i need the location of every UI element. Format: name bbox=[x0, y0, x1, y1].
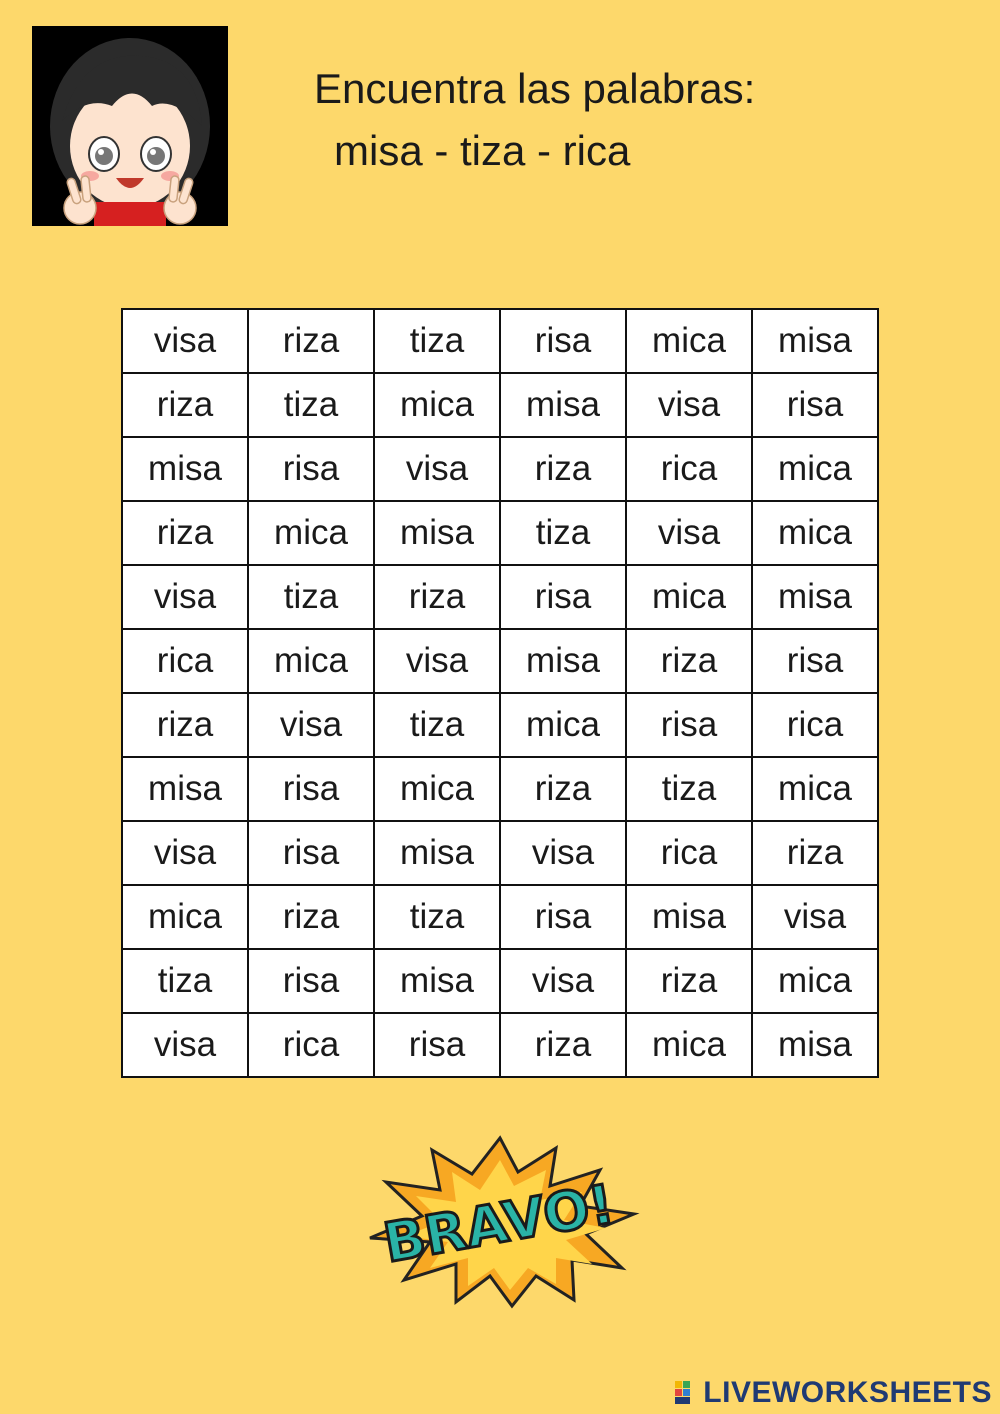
grid-cell[interactable]: mica bbox=[374, 757, 500, 821]
grid-cell[interactable]: risa bbox=[500, 565, 626, 629]
grid-row bbox=[122, 309, 878, 373]
grid-cell[interactable]: visa bbox=[626, 373, 752, 437]
grid-row bbox=[122, 565, 878, 629]
grid-cell[interactable]: visa bbox=[122, 565, 248, 629]
grid-cell[interactable]: mica bbox=[626, 309, 752, 373]
grid-row bbox=[122, 437, 878, 501]
grid-cell[interactable]: misa bbox=[374, 501, 500, 565]
grid-cell[interactable]: misa bbox=[500, 629, 626, 693]
grid-cell[interactable]: riza bbox=[248, 309, 374, 373]
grid-cell[interactable]: riza bbox=[500, 437, 626, 501]
grid-cell[interactable]: riza bbox=[500, 757, 626, 821]
grid-cell[interactable]: mica bbox=[626, 1013, 752, 1077]
grid-cell[interactable]: visa bbox=[374, 629, 500, 693]
grid-cell[interactable]: mica bbox=[752, 949, 878, 1013]
footer-brand bbox=[675, 1376, 992, 1410]
grid-cell[interactable]: visa bbox=[122, 309, 248, 373]
grid-cell[interactable]: riza bbox=[122, 693, 248, 757]
grid-cell[interactable]: rica bbox=[626, 437, 752, 501]
grid-cell[interactable]: mica bbox=[752, 437, 878, 501]
grid-cell[interactable]: misa bbox=[752, 1013, 878, 1077]
grid-cell[interactable]: tiza bbox=[374, 885, 500, 949]
grid-cell[interactable]: mica bbox=[248, 501, 374, 565]
grid-cell[interactable]: misa bbox=[500, 373, 626, 437]
grid-cell[interactable]: misa bbox=[752, 309, 878, 373]
grid-cell[interactable]: risa bbox=[374, 1013, 500, 1077]
grid-cell[interactable]: riza bbox=[626, 949, 752, 1013]
grid-cell[interactable]: mica bbox=[752, 757, 878, 821]
grid-cell[interactable]: tiza bbox=[500, 501, 626, 565]
grid-cell[interactable]: misa bbox=[752, 565, 878, 629]
grid-cell[interactable]: risa bbox=[248, 821, 374, 885]
grid-cell[interactable]: misa bbox=[122, 757, 248, 821]
grid-cell[interactable]: risa bbox=[248, 949, 374, 1013]
grid-row bbox=[122, 629, 878, 693]
grid-row bbox=[122, 757, 878, 821]
grid-cell[interactable]: rica bbox=[626, 821, 752, 885]
grid-cell[interactable]: rica bbox=[248, 1013, 374, 1077]
grid-cell[interactable]: risa bbox=[500, 309, 626, 373]
grid-cell[interactable]: visa bbox=[500, 949, 626, 1013]
grid-cell[interactable]: visa bbox=[122, 1013, 248, 1077]
grid-cell[interactable]: risa bbox=[752, 629, 878, 693]
grid-cell[interactable]: risa bbox=[626, 693, 752, 757]
grid-cell[interactable]: mica bbox=[374, 373, 500, 437]
grid-cell[interactable]: mica bbox=[122, 885, 248, 949]
grid-cell[interactable]: rica bbox=[752, 693, 878, 757]
bravo-sticker bbox=[360, 1130, 640, 1310]
page-title: Encuentra las palabras: bbox=[314, 65, 756, 112]
grid-row bbox=[122, 501, 878, 565]
grid-cell[interactable]: rica bbox=[122, 629, 248, 693]
footer-brand-text: LIVEWORKSHEETS bbox=[703, 1376, 992, 1409]
grid-row bbox=[122, 949, 878, 1013]
girl-avatar-icon bbox=[32, 26, 228, 226]
target-words: misa - tiza - rica bbox=[334, 127, 631, 174]
grid-cell[interactable]: mica bbox=[752, 501, 878, 565]
grid-cell[interactable]: tiza bbox=[248, 565, 374, 629]
grid-cell[interactable]: risa bbox=[248, 757, 374, 821]
grid-cell[interactable]: risa bbox=[500, 885, 626, 949]
grid-cell[interactable]: mica bbox=[626, 565, 752, 629]
grid-cell[interactable]: tiza bbox=[374, 693, 500, 757]
grid-row bbox=[122, 1013, 878, 1077]
grid-cell[interactable]: riza bbox=[248, 885, 374, 949]
grid-cell[interactable]: visa bbox=[122, 821, 248, 885]
grid-cell[interactable]: visa bbox=[626, 501, 752, 565]
grid-cell[interactable]: misa bbox=[374, 949, 500, 1013]
bravo-burst-icon bbox=[360, 1130, 640, 1310]
grid-cell[interactable]: misa bbox=[626, 885, 752, 949]
grid-cell[interactable]: misa bbox=[122, 437, 248, 501]
grid-cell[interactable]: tiza bbox=[374, 309, 500, 373]
grid-cell[interactable]: riza bbox=[752, 821, 878, 885]
grid-cell[interactable]: riza bbox=[122, 373, 248, 437]
grid-row bbox=[122, 885, 878, 949]
grid-cell[interactable]: misa bbox=[374, 821, 500, 885]
grid-row bbox=[122, 693, 878, 757]
grid-cell[interactable]: riza bbox=[122, 501, 248, 565]
grid-cell[interactable]: tiza bbox=[626, 757, 752, 821]
grid-cell[interactable]: riza bbox=[626, 629, 752, 693]
liveworksheets-logo-icon bbox=[675, 1381, 699, 1405]
bravo-text: BRAVO! bbox=[379, 1172, 619, 1275]
grid-cell[interactable]: riza bbox=[374, 565, 500, 629]
grid-row bbox=[122, 821, 878, 885]
grid-cell[interactable]: risa bbox=[248, 437, 374, 501]
grid-cell[interactable]: tiza bbox=[248, 373, 374, 437]
grid-cell[interactable]: visa bbox=[374, 437, 500, 501]
grid-cell[interactable]: riza bbox=[500, 1013, 626, 1077]
grid-cell[interactable]: tiza bbox=[122, 949, 248, 1013]
grid-row bbox=[122, 373, 878, 437]
word-search-grid bbox=[121, 308, 879, 1078]
grid-cell[interactable]: mica bbox=[248, 629, 374, 693]
grid-cell[interactable]: visa bbox=[500, 821, 626, 885]
grid-cell[interactable]: risa bbox=[752, 373, 878, 437]
avatar-image bbox=[32, 26, 228, 226]
grid-cell[interactable]: visa bbox=[248, 693, 374, 757]
grid-cell[interactable]: mica bbox=[500, 693, 626, 757]
grid-cell[interactable]: visa bbox=[752, 885, 878, 949]
